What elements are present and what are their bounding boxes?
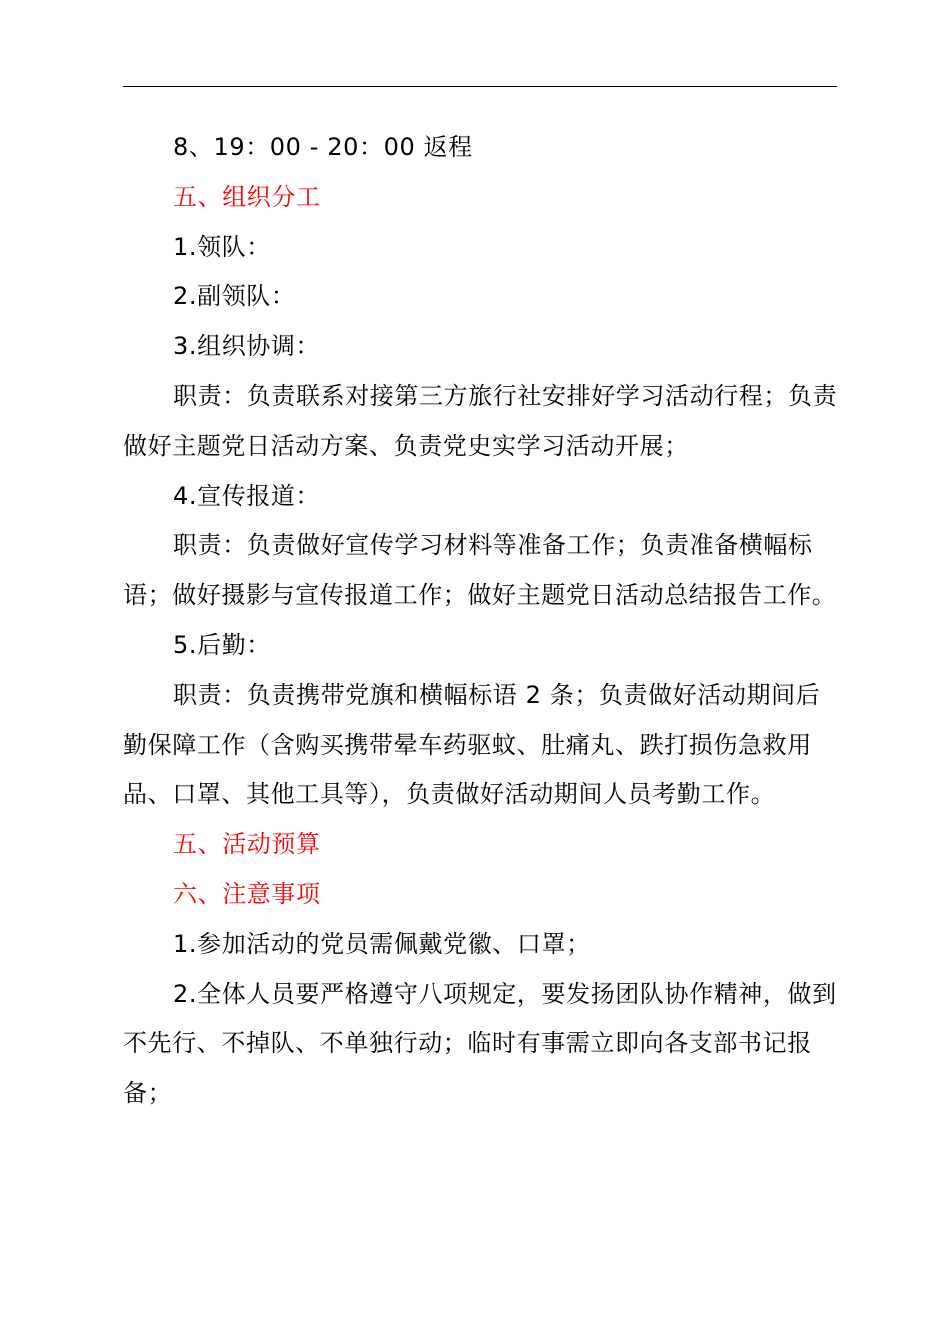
role-publicity: 4.宣传报道：	[173, 481, 321, 510]
duty-logistics: 职责：负责携带党旗和横幅标语 2 条；负责做好活动期间后勤保障工作（含购买携带晕车药驱蚊、肚痛丸、跌打损伤急救用品、口罩、其他工具等），负责做好活动期间人员考勤工作。	[123, 680, 821, 809]
document-body	[123, 123, 839, 1119]
schedule-item-8: 8、19：00 - 20：00 返程	[173, 133, 473, 161]
note-item-2: 2.全体人员要严格遵守八项规定，要发扬团队协作精神，做到不先行、不掉队、不单独行动；临时有事需立即向各支部书记报备；	[123, 979, 837, 1108]
section-heading-notes: 六、注意事项	[173, 879, 321, 908]
role-logistics: 5.后勤：	[173, 630, 271, 659]
duty-publicity: 职责：负责做好宣传学习材料等准备工作；负责准备横幅标语；做好摄影与宣传报道工作；做好主题党日活动总结报告工作。	[123, 531, 837, 610]
section-heading-budget: 五、活动预算	[173, 830, 321, 859]
header-rule	[123, 86, 837, 87]
duty-coordination: 职责：负责联系对接第三方旅行社安排好学习活动行程；负责做好主题党日活动方案、负责党史实学习活动开展；	[123, 381, 838, 460]
section-heading-organization: 五、组织分工	[173, 182, 321, 211]
role-deputy-leader: 2.副领队：	[173, 282, 296, 311]
note-item-1: 1.参加活动的党员需佩戴党徽、口罩；	[173, 929, 591, 958]
role-coordination: 3.组织协调：	[173, 332, 321, 361]
role-leader: 1.领队：	[173, 232, 271, 261]
